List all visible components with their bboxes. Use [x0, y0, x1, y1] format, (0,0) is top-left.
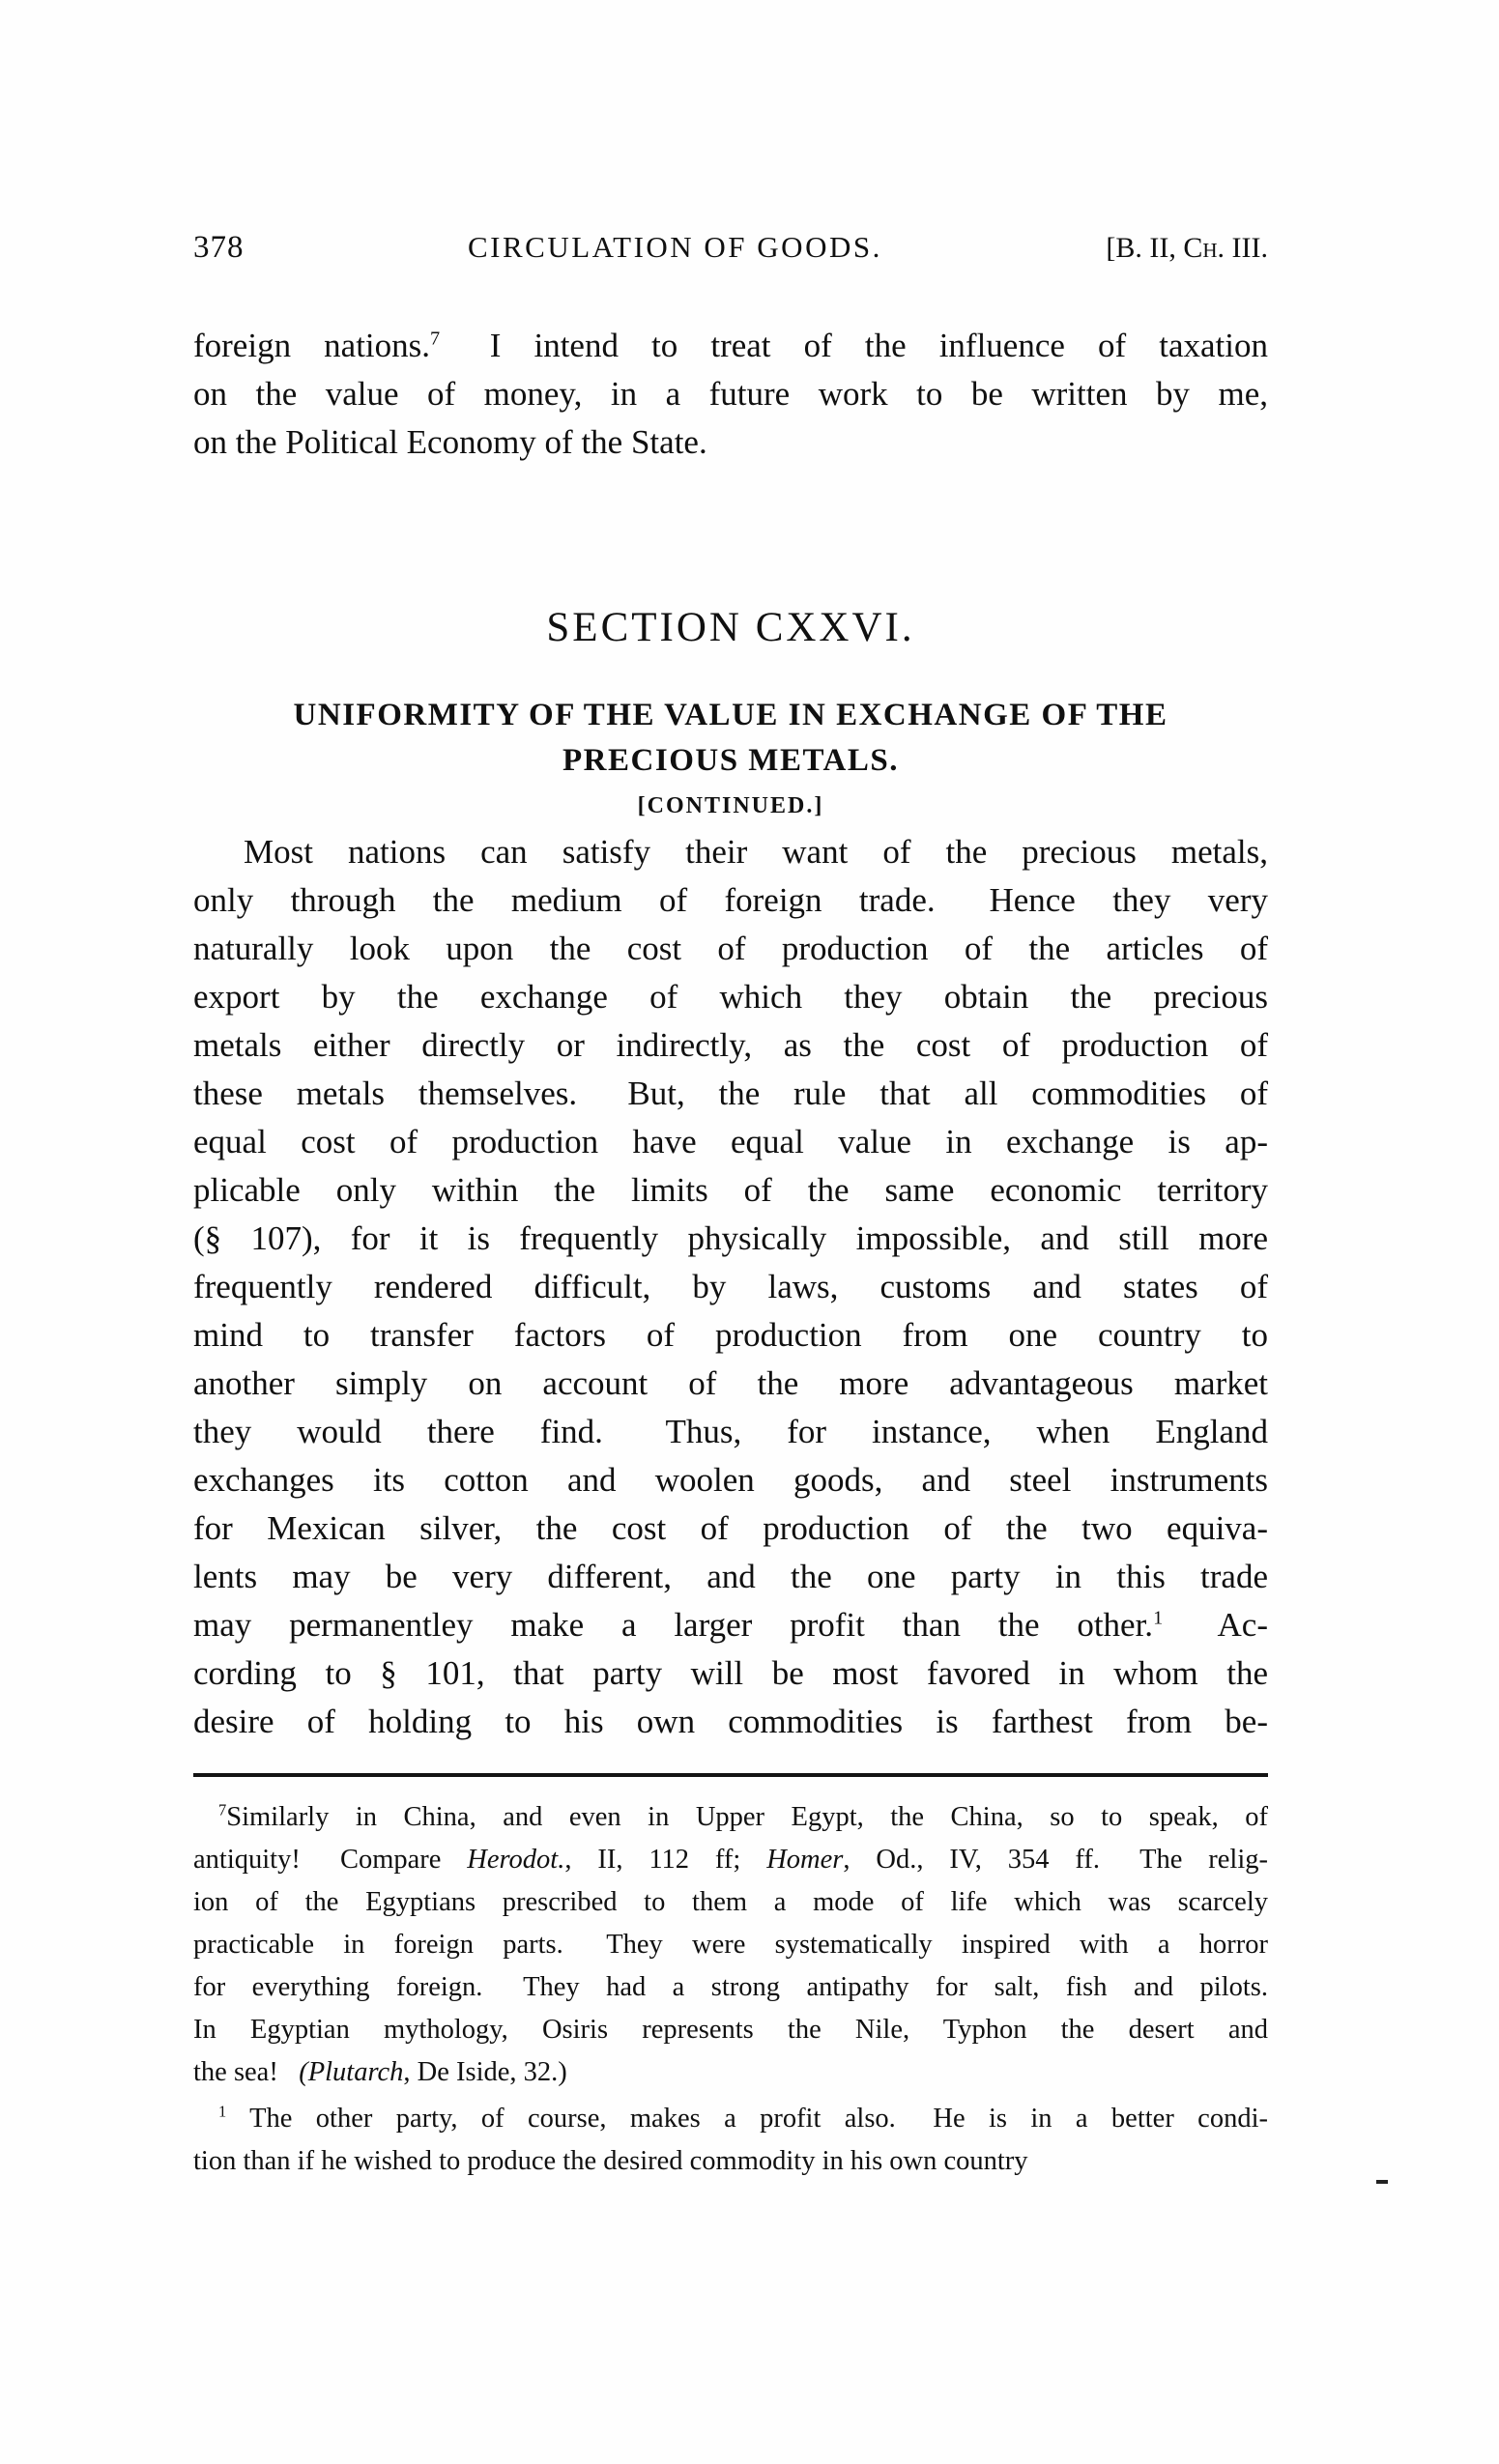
- page-number: 378: [193, 230, 245, 265]
- intro-paragraph: [193, 322, 1268, 467]
- text-line: may permanentley make a larger profit than the other.$^1$ Ac-: [193, 1606, 1268, 1644]
- text-line: for Mexican silver, the cost of production of the two equiva-: [193, 1509, 1268, 1547]
- text-line: cording to § 101, that party will be most favored in whom the: [193, 1654, 1268, 1692]
- text-line: In Egyptian mythology, Osiris represents the Nile, Typhon the desert and: [193, 2015, 1268, 2045]
- footnote-separator: [193, 1773, 1268, 1777]
- running-header: [193, 230, 1268, 266]
- chapter-reference-smallcaps: Ch. III.: [1183, 232, 1268, 264]
- text-line: practicable in foreign parts. They were systematically inspired with a horror: [193, 1930, 1268, 1960]
- body-paragraph: [193, 828, 1268, 1746]
- text-line: $^7$Similarly in China, and even in Upper Egypt, the China, so to speak, of: [218, 1800, 1268, 1832]
- text-line: these metals themselves. But, the rule that all commodities of: [193, 1074, 1268, 1112]
- scan-artifact-mark: [1376, 2180, 1388, 2184]
- footnote-7: [193, 1796, 1268, 2094]
- text-line: export by the exchange of which they obtain the precious: [193, 978, 1268, 1016]
- continued-label: [CONTINUED.]: [637, 793, 824, 818]
- text-line: foreign nations.$^7$ I intend to treat of the influence of taxation: [193, 327, 1268, 364]
- text-line: exchanges its cotton and woolen goods, and steel instruments: [193, 1461, 1268, 1499]
- text-line: PRECIOUS METALS.: [562, 743, 899, 778]
- section-heading: SECTION CXXVI.: [546, 605, 915, 650]
- text-line: only through the medium of foreign trade. Hence they very: [193, 881, 1268, 919]
- text-line: ion of the Egyptians prescribed to them a mode of life which was scarcely: [193, 1887, 1268, 1917]
- chapter-reference-prefix: [B. II,: [1106, 232, 1184, 264]
- text-line: they would there find. Thus, for instance, when England: [193, 1413, 1268, 1450]
- text-line: UNIFORMITY OF THE VALUE IN EXCHANGE OF THE: [293, 698, 1168, 732]
- text-line: plicable only within the limits of the same economic territory: [193, 1171, 1268, 1209]
- text-line: tion than if he wished to produce the desired commodity in his own country: [193, 2146, 1028, 2176]
- running-title: CIRCULATION OF GOODS.: [468, 230, 882, 264]
- text-line: mind to transfer factors of production from one country to: [193, 1316, 1268, 1354]
- chapter-reference: [1106, 232, 1268, 265]
- text-line: $^1$ The other party, of course, makes a profit also. He is in a better condi-: [218, 2102, 1268, 2134]
- text-line: the sea! (Plutarch, De Iside, 32.): [193, 2057, 567, 2087]
- footnote-1: [193, 2098, 1268, 2183]
- text-line: for everything foreign. They had a strong antipathy for salt, fish and pilots.: [193, 1972, 1268, 2002]
- text-line: naturally look upon the cost of production of the articles of: [193, 930, 1268, 967]
- text-line: on the value of money, in a future work to be written by me,: [193, 375, 1268, 413]
- text-line: Most nations can satisfy their want of the precious metals,: [244, 833, 1268, 871]
- section-subtitle: [193, 693, 1268, 784]
- text-line: metals either directly or indirectly, as the cost of production of: [193, 1026, 1268, 1064]
- text-line: antiquity! Compare Herodot., II, 112 ff; Homer, Od., IV, 354 ff. The relig-: [193, 1845, 1268, 1875]
- text-line: desire of holding to his own commodities is farthest from be-: [193, 1703, 1268, 1740]
- text-line: equal cost of production have equal value in exchange is ap-: [193, 1123, 1268, 1160]
- text-line: on the Political Economy of the State.: [193, 423, 707, 461]
- text-line: (§ 107), for it is frequently physically impossible, and still more: [193, 1219, 1268, 1257]
- text-line: another simply on account of the more advantageous market: [193, 1364, 1268, 1402]
- text-line: frequently rendered difficult, by laws, customs and states of: [193, 1268, 1268, 1305]
- text-line: lents may be very different, and the one party in this trade: [193, 1558, 1268, 1595]
